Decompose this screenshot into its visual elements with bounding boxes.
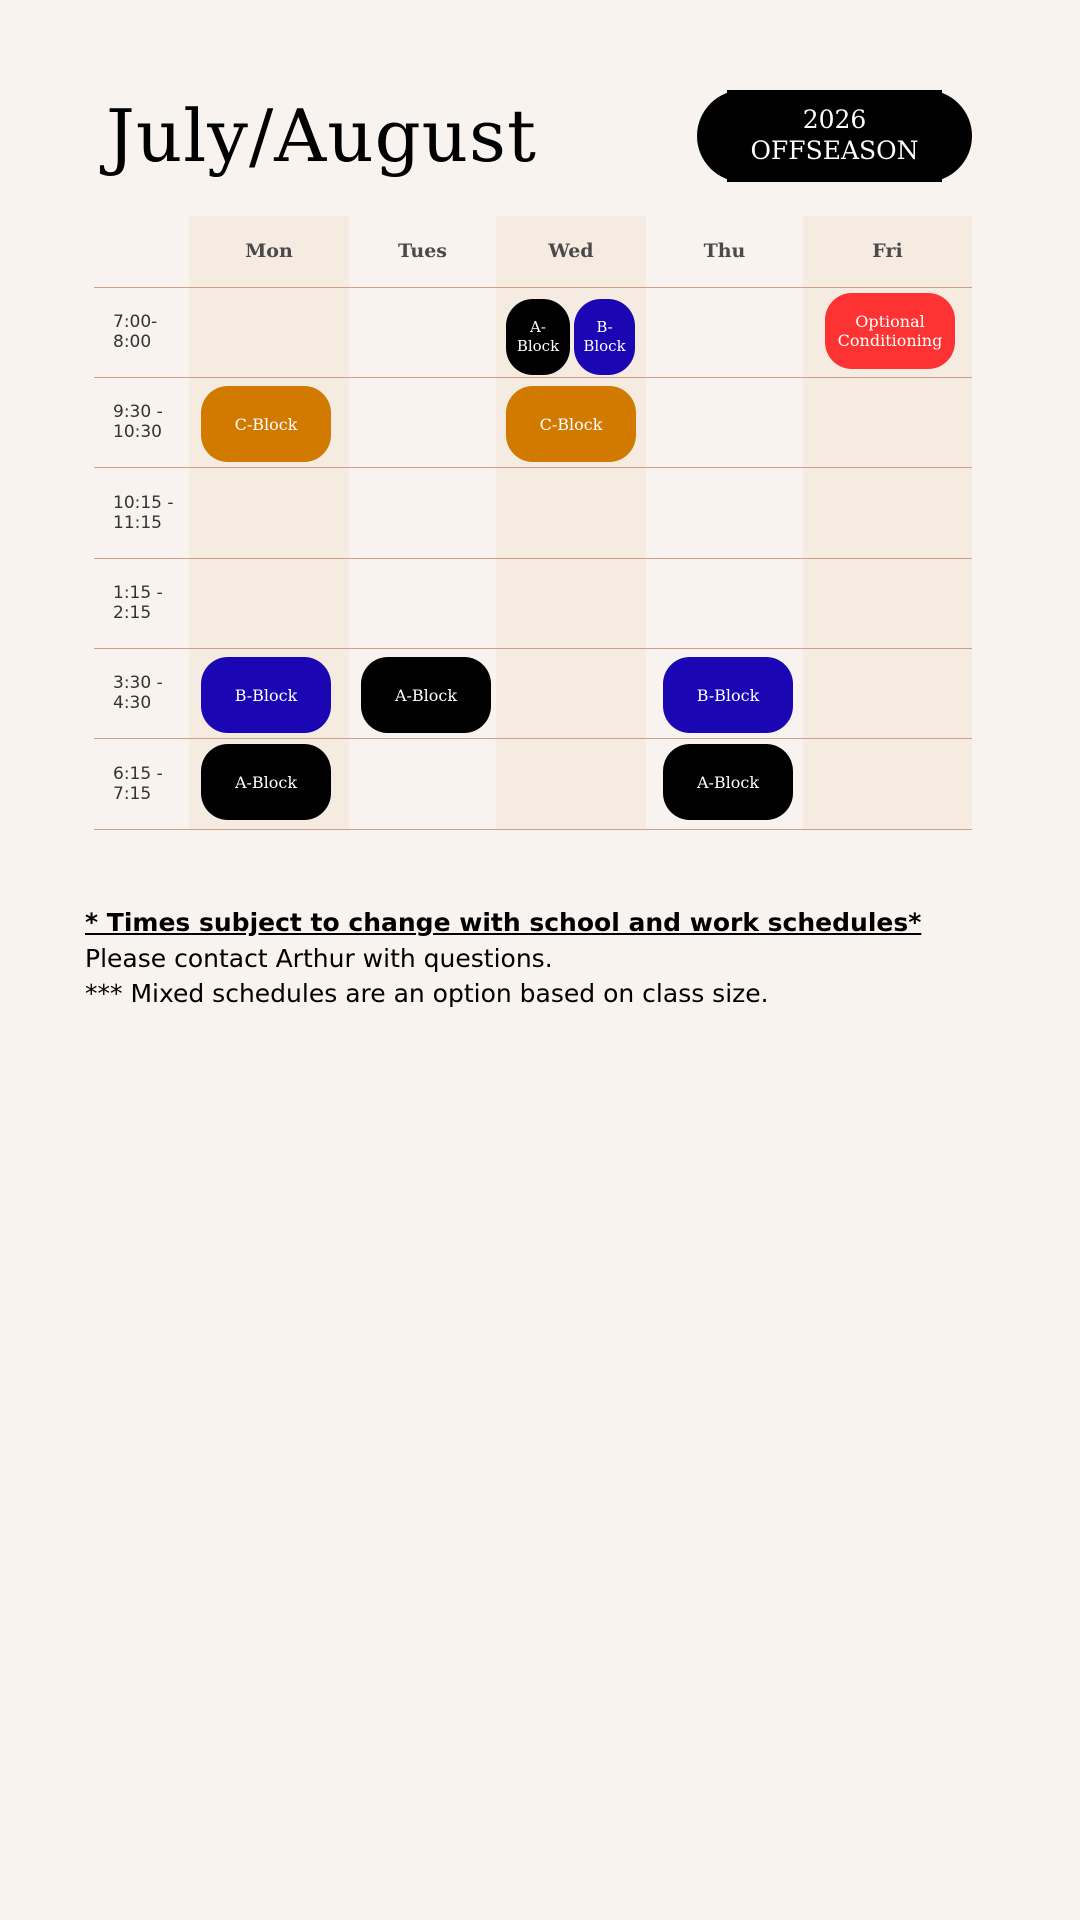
a-block-pill[interactable]: A- Block	[506, 299, 570, 375]
row-divider	[94, 829, 972, 830]
row-divider	[94, 467, 972, 468]
mixed-schedule-note: *** Mixed schedules are an option based on class size.	[85, 979, 769, 1008]
day-header-mon: Mon	[245, 240, 293, 262]
row-divider	[94, 377, 972, 378]
day-header-wed: Wed	[548, 240, 594, 262]
contact-note: Please contact Arthur with questions.	[85, 944, 553, 973]
schedule-grid	[94, 216, 972, 830]
time-label: 10:15 - 11:15	[113, 493, 174, 533]
day-header-tues: Tues	[398, 240, 447, 262]
b-block-pill[interactable]: B-Block	[663, 657, 793, 733]
schedule-disclaimer: * Times subject to change with school and work schedules*	[85, 908, 922, 937]
c-block-pill[interactable]: C-Block	[201, 386, 331, 462]
day-header-fri: Fri	[872, 240, 903, 262]
day-header-thu: Thu	[703, 240, 746, 262]
b-block-pill[interactable]: B- Block	[574, 299, 635, 375]
row-divider	[94, 287, 972, 288]
page-title: July/August	[106, 94, 537, 178]
time-label: 3:30 - 4:30	[113, 673, 163, 713]
row-divider	[94, 738, 972, 739]
schedule-notes	[85, 905, 985, 1011]
a-block-pill[interactable]: A-Block	[201, 744, 331, 820]
optional-conditioning-pill[interactable]: Optional Conditioning	[825, 293, 955, 369]
row-divider	[94, 648, 972, 649]
a-block-pill[interactable]: A-Block	[663, 744, 793, 820]
time-label: 6:15 - 7:15	[113, 764, 163, 804]
c-block-pill[interactable]: C-Block	[506, 386, 636, 462]
time-label: 9:30 - 10:30	[113, 402, 163, 442]
badge-year: 2026	[802, 105, 867, 134]
b-block-pill[interactable]: B-Block	[201, 657, 331, 733]
badge-label: OFFSEASON	[750, 136, 919, 165]
row-divider	[94, 558, 972, 559]
a-block-pill[interactable]: A-Block	[361, 657, 491, 733]
time-label: 1:15 - 2:15	[113, 583, 163, 623]
time-label: 7:00- 8:00	[113, 312, 158, 352]
season-badge	[697, 90, 972, 182]
badge-text	[697, 104, 972, 166]
